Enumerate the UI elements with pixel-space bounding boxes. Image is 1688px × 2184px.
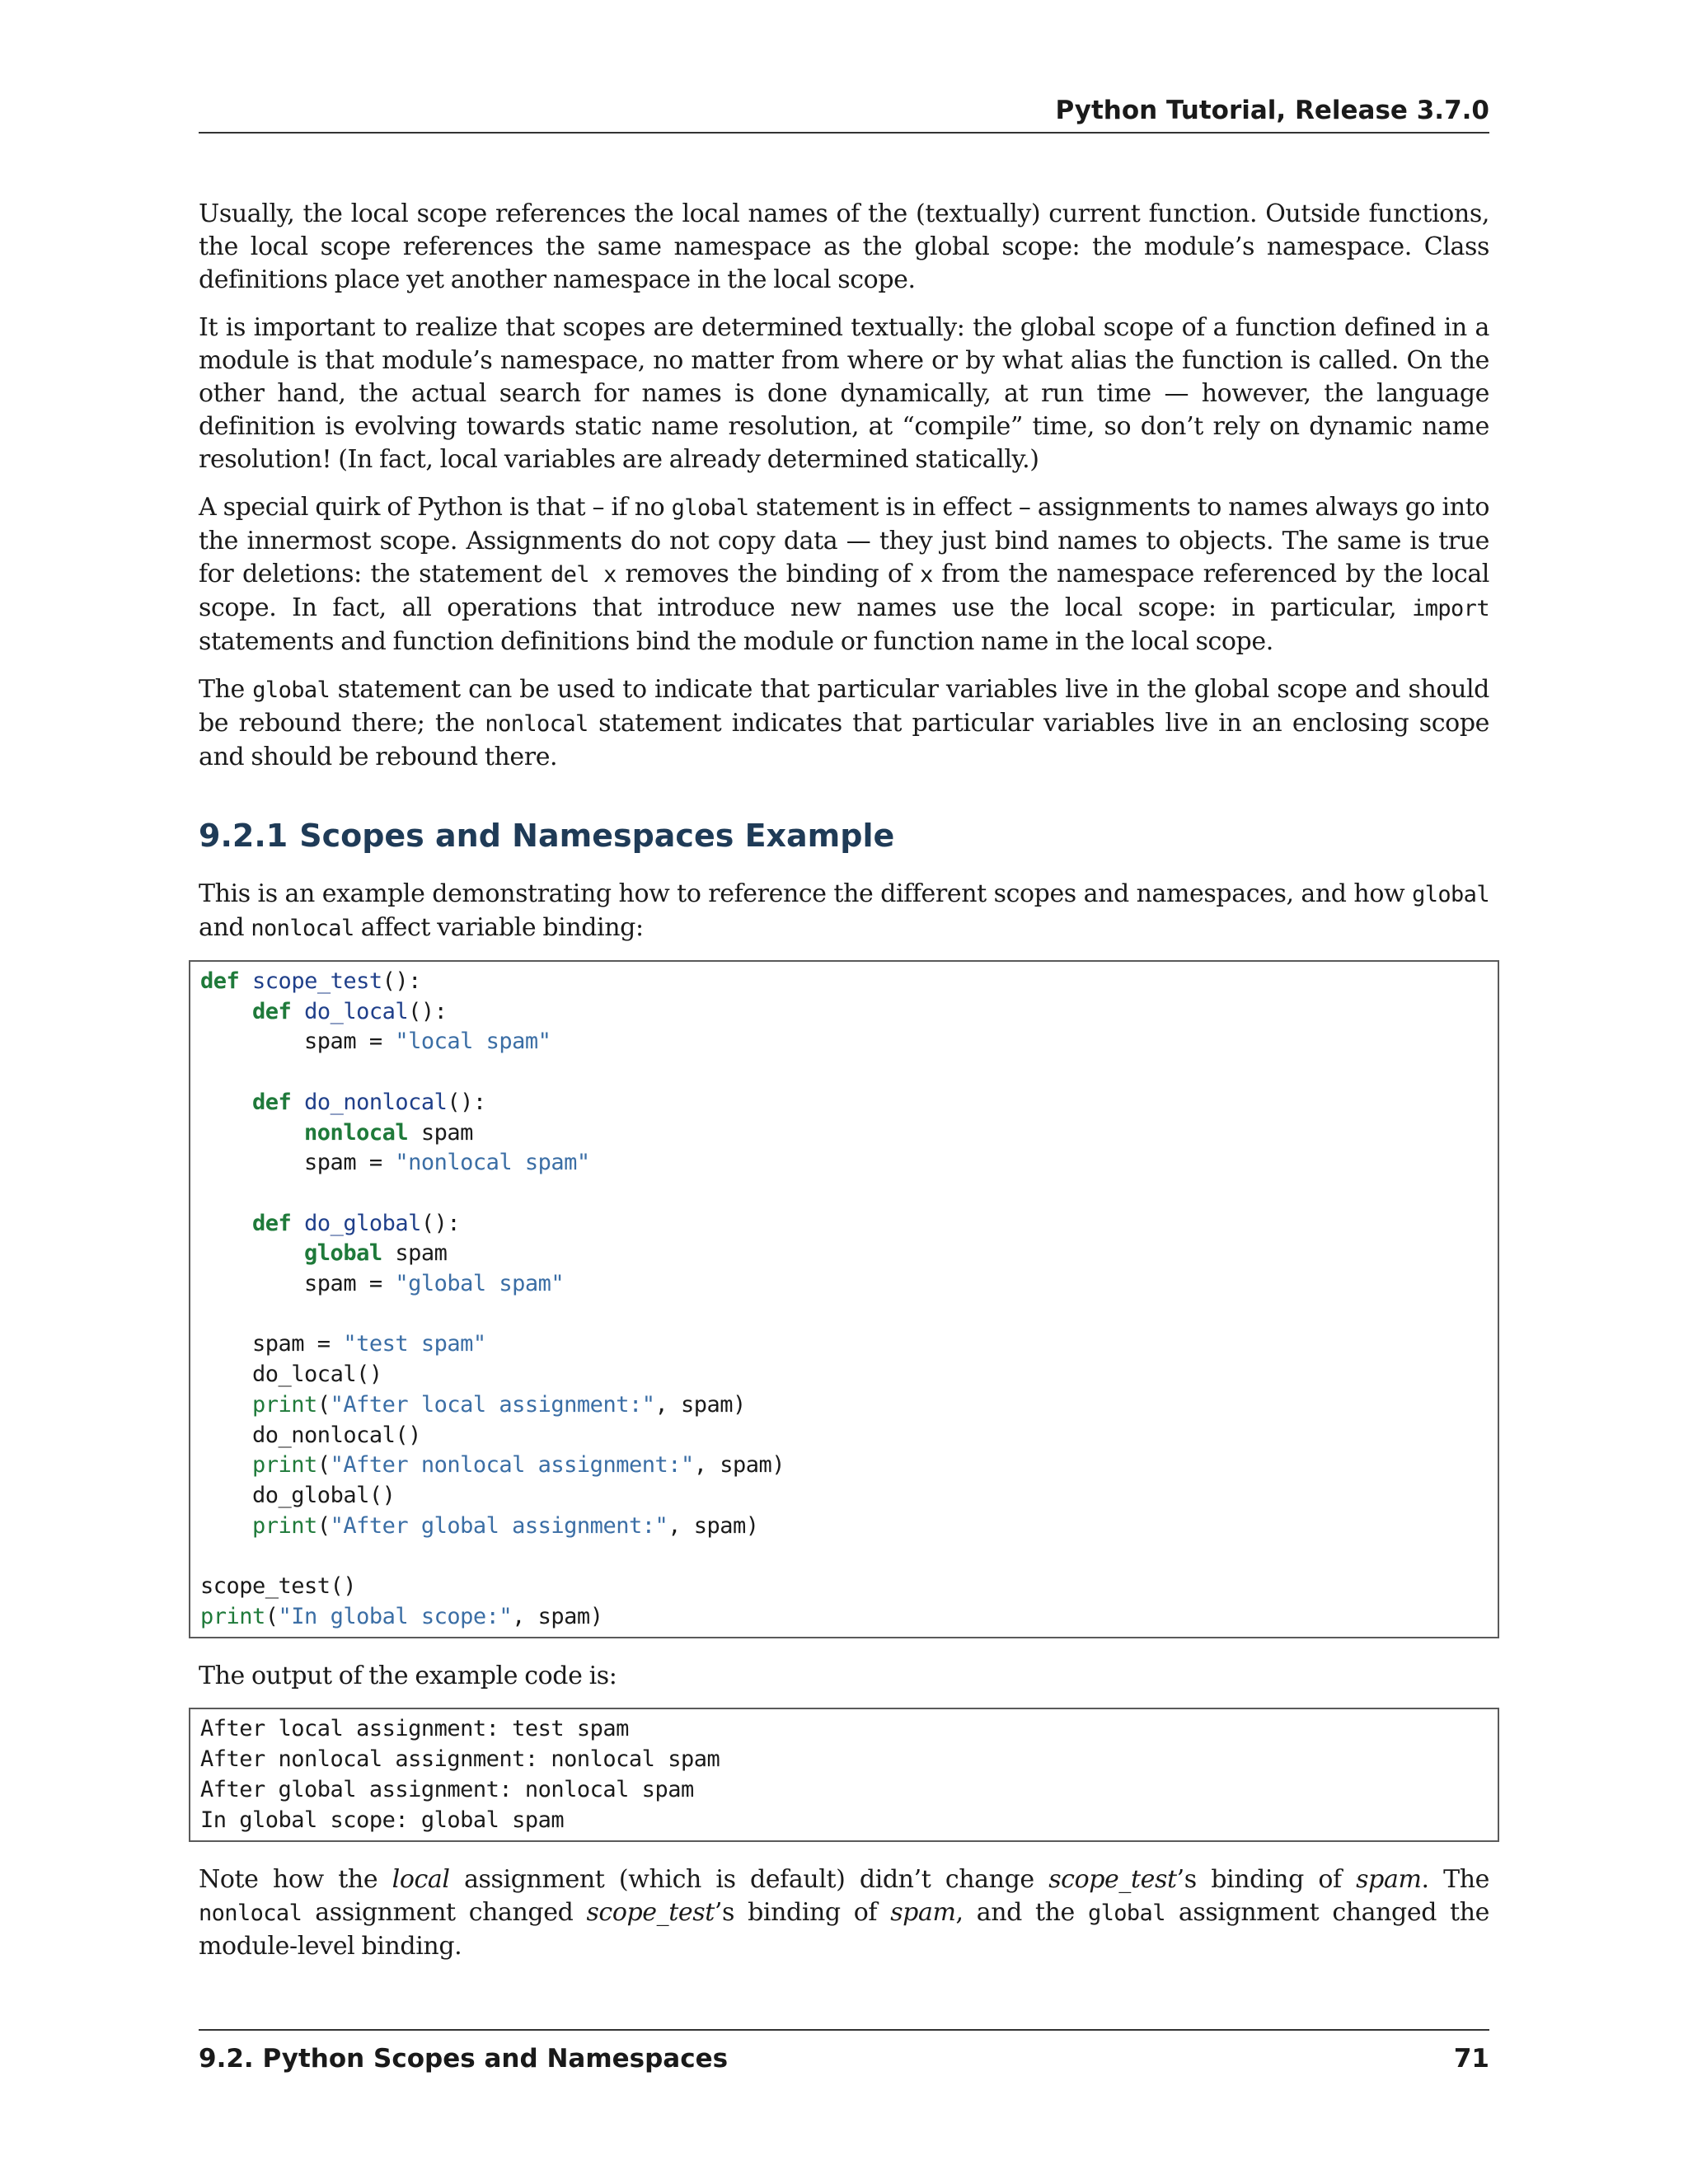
running-header — [199, 92, 1489, 134]
section-number: 9.2.1 — [199, 818, 288, 854]
text: affect variable binding: — [354, 913, 644, 942]
inline-code-x: x — [920, 562, 933, 588]
output-line: After nonlocal assignment: nonlocal spam — [200, 1746, 720, 1773]
text: statement can be used to indicate that particular variables live in the global scope and should be rebound there; the — [199, 675, 1489, 738]
inline-code-del-x: del x — [550, 562, 617, 588]
inline-code-nonlocal: nonlocal — [251, 916, 354, 941]
text: This is an example demonstrating how to reference the different scopes and namespaces, and how — [199, 879, 1413, 908]
output-line: After local assignment: test spam — [200, 1716, 629, 1742]
output-line: In global scope: global spam — [200, 1807, 565, 1833]
running-header-title: Python Tutorial, Release 3.7.0 — [1055, 96, 1489, 125]
inline-code-global: global — [1087, 1900, 1165, 1927]
text: statements and function definitions bind the module or function name in the local scope. — [199, 627, 1273, 656]
paragraph-local-scope: Usually, the local scope references the local names of the (textually) current function. Outside functions, the local scope references the same namespace as the global scope: the module’s namespace. Class definitions place yet another namespace in the local scope. — [199, 199, 1489, 294]
running-footer — [199, 2029, 1489, 2077]
inline-code-global: global — [252, 677, 331, 703]
section-title: Scopes and Namespaces Example — [299, 818, 895, 854]
inline-code-nonlocal: nonlocal — [485, 711, 588, 737]
text: The — [199, 675, 253, 704]
paragraph-python-quirk — [199, 491, 1489, 658]
page-number: 71 — [1453, 2044, 1489, 2074]
page-content — [199, 198, 1489, 1978]
code-block-output — [189, 1708, 1499, 1842]
inline-code-global: global — [1412, 882, 1489, 907]
text: removes the binding of — [616, 560, 921, 588]
inline-code-import: import — [1412, 596, 1489, 621]
paragraph-global-statement — [199, 673, 1489, 774]
inline-code-global: global — [671, 495, 749, 521]
code-block-example: def scope_test(): def do_local(): spam = "local spam" def do_nonlocal(): nonlocal spam spam = "nonlocal spam" def do_global(): global spam spam = "global spam" spam = "test spam" do_local() print("After local assignment:", spam) do_nonlocal() print("After nonlocal assignment:", spam) do_global() print("After global assignment:", spam) scope_test() print("In global scope:", spam) — [189, 960, 1499, 1638]
paragraph-note: Note how the local assignment (which is default) didn’t change scope_test’s binding of spam. The nonlocal assignment changed scope_test’s binding of spam, and the global assignment changed the module-level binding. — [199, 1865, 1489, 1961]
text: and — [199, 913, 251, 942]
text: from the namespace referenced by the local scope. In fact, all operations that introduce new names use the local scope: in particular, — [199, 560, 1490, 622]
footer-section-title: 9.2. Python Scopes and Namespaces — [199, 2044, 729, 2074]
section-heading — [199, 815, 1489, 856]
text: statement indicates that particular variables live in an enclosing scope and should be rebound there. — [199, 709, 1489, 771]
paragraph-output-intro: The output of the example code is: — [199, 1661, 617, 1691]
paragraph-textual-scopes: It is important to realize that scopes are determined textually: the global scope of a function defined in a module is that module’s namespace, no matter from where or by what alias the function is called. On the other hand, the actual search for names is done dynamically, at run time — however, the language definition is evolving towards static name resolution, at “compile” time, so don’t rely on dynamic name resolution! (In fact, local variables are already determined statically.) — [199, 313, 1489, 474]
text: statement is in effect – assignments to names always go into the innermost scope. Assignments do not copy data — they just bind names to objects. The same is true for deletions: the statement — [199, 493, 1489, 588]
output-line: After global assignment: nonlocal spam — [200, 1776, 694, 1802]
paragraph-example-intro — [199, 878, 1489, 945]
text: A special quirk of Python is that – if no — [199, 493, 672, 522]
inline-code-nonlocal: nonlocal — [199, 1900, 302, 1927]
